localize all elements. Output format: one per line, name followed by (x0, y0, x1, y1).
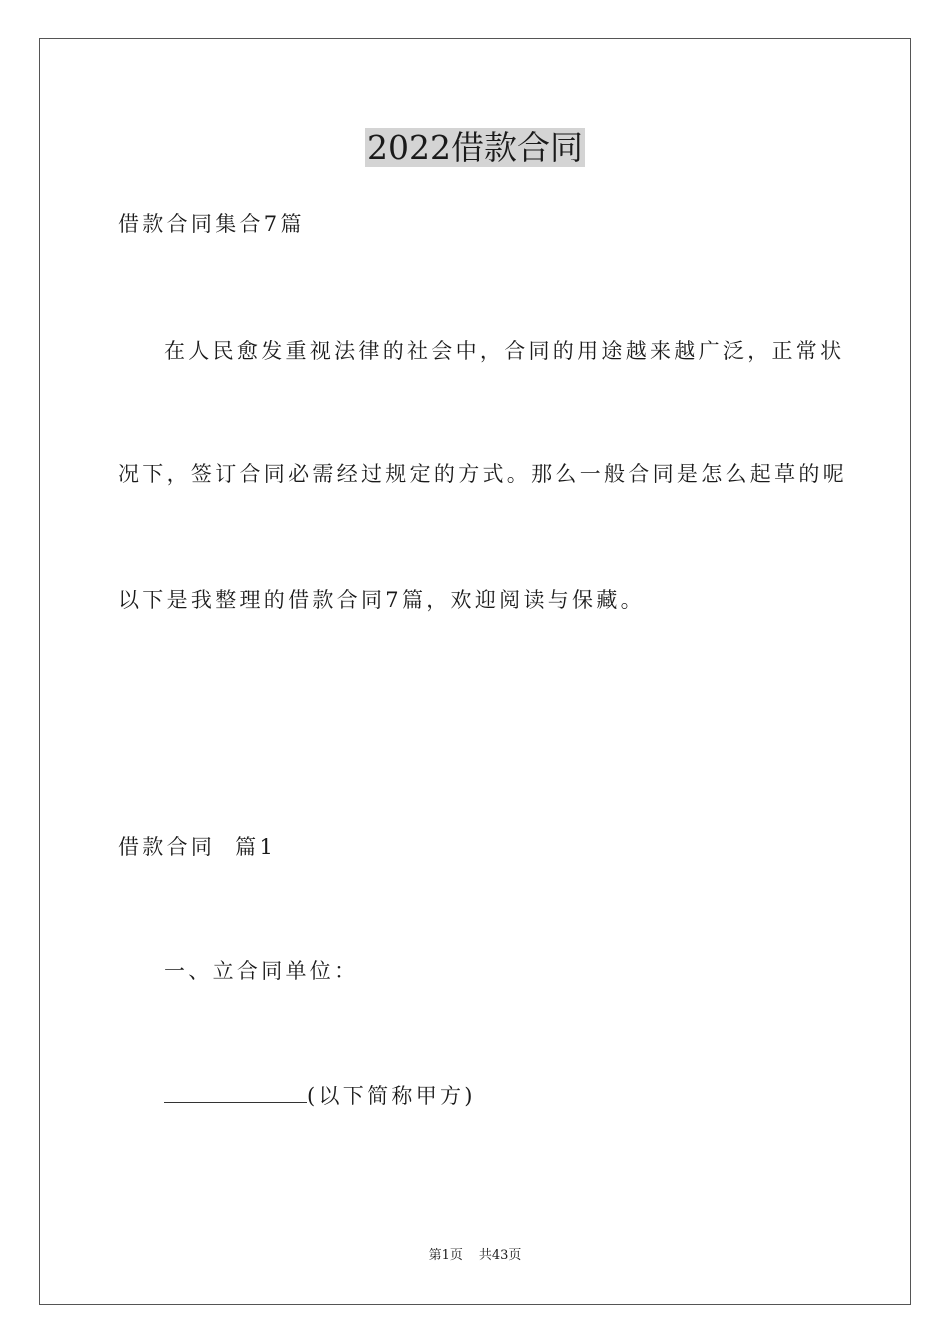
intro-paragraph-line-2: 况下，签订合同必需经过规定的方式。那么一般合同是怎么起草的呢 (118, 462, 847, 486)
section-heading: 借款合同 篇1 (118, 835, 277, 859)
document-subtitle: 借款合同集合7篇 (118, 212, 305, 236)
party-a-line (164, 1081, 476, 1111)
intro-paragraph-line-1: 在人民愈发重视法律的社会中，合同的用途越来越广泛，正常状 (164, 339, 845, 363)
page-number-total: 共43页 (478, 1248, 522, 1263)
party-a-suffix: (以下简称甲方) (307, 1084, 476, 1108)
party-a-blank (164, 1082, 307, 1103)
intro-paragraph-line-3: 以下是我整理的借款合同7篇，欢迎阅读与保藏。 (118, 588, 645, 612)
document-title-text: 2022借款合同 (367, 128, 583, 167)
page-footer (0, 1246, 950, 1266)
page-number-current: 第1页 (428, 1248, 463, 1263)
document-title (0, 124, 950, 172)
clause-1-heading: 一、立合同单位： (164, 959, 359, 983)
